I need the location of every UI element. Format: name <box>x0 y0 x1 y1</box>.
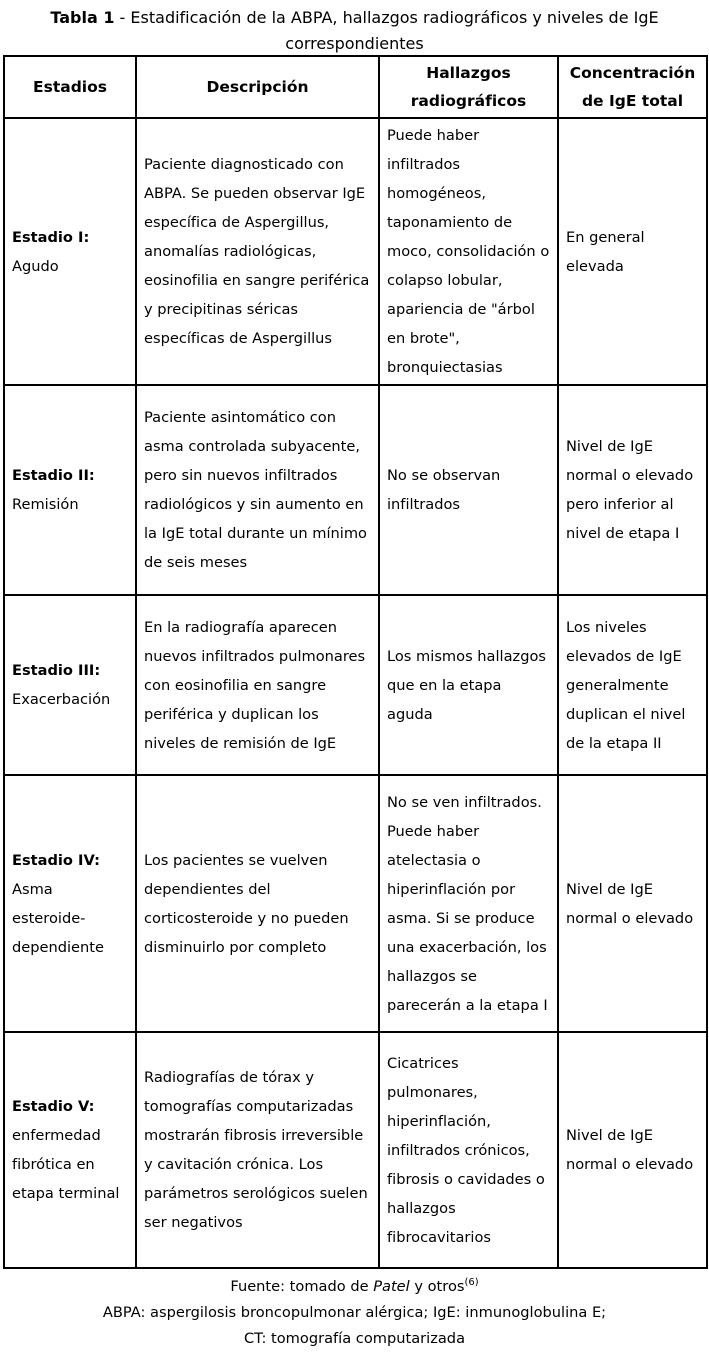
findings-cell: Los mismos hallazgos que en la etapa aguda <box>379 595 558 775</box>
stage-label: Estadio III: <box>12 662 101 679</box>
caption-line-2: correspondientes <box>285 34 424 53</box>
description-cell: Radiografías de tórax y tomografías computarizadas mostrarán fibrosis irreversible y cavitación crónica. Los parámetros serológicos suelen ser negativos <box>136 1032 379 1268</box>
caption-line-1 <box>0 5 709 31</box>
ige-cell: Los niveles elevados de IgE generalmente duplican el nivel de la etapa II <box>558 595 707 775</box>
ige-cell: Nivel de IgE normal o elevado pero inferior al nivel de etapa I <box>558 385 707 595</box>
table-row <box>4 775 707 1032</box>
description-cell: En la radiografía aparecen nuevos infiltrados pulmonares con eosinofilia en sangre periférica y duplican los niveles de remisión de IgE <box>136 595 379 775</box>
abbreviations-line-2: CT: tomografía computarizada <box>243 1330 466 1347</box>
source-line <box>0 1274 709 1300</box>
ige-cell: En general elevada <box>558 118 707 385</box>
ige-cell: Nivel de IgE normal o elevado <box>558 775 707 1032</box>
table-row <box>4 385 707 595</box>
stage-cell <box>4 118 136 385</box>
source-prefix: Fuente: tomado de <box>230 1278 374 1295</box>
caption-text: - Estadificación de la ABPA, hallazgos radiográficos y niveles de IgE <box>114 8 659 27</box>
findings-cell: No se observan infiltrados <box>379 385 558 595</box>
description-cell: Los pacientes se vuelven dependientes del corticosteroide y no pueden disminuirlo por completo <box>136 775 379 1032</box>
findings-cell: No se ven infiltrados. Puede haber atelectasia o hiperinflación por asma. Si se produce una exacerbación, los hallazgos se parecerán a la etapa I <box>379 775 558 1032</box>
stage-detail: Exacerbación <box>12 691 111 708</box>
source-suffix: y otros <box>409 1278 465 1295</box>
header-row <box>4 56 707 118</box>
stage-detail: Remisión <box>12 496 79 513</box>
description-cell: Paciente asintomático con asma controlada subyacente, pero sin nuevos infiltrados radiológicos y sin aumento en la IgE total durante un mínimo de seis meses <box>136 385 379 595</box>
table-caption <box>0 0 709 55</box>
abpa-staging-table <box>3 55 708 1269</box>
stage-label: Estadio II: <box>12 467 95 484</box>
table-footnotes <box>0 1269 709 1352</box>
table-row <box>4 118 707 385</box>
header-cell-estadios: Estadios <box>4 56 136 118</box>
table-row <box>4 1032 707 1268</box>
stage-cell <box>4 595 136 775</box>
stage-label: Estadio V: <box>12 1098 95 1115</box>
stage-detail: Agudo <box>12 257 59 275</box>
ige-cell: Nivel de IgE normal o elevado <box>558 1032 707 1268</box>
stage-label: Estadio I: <box>12 228 90 246</box>
caption-table-number: Tabla 1 <box>50 8 115 27</box>
source-author: Patel <box>373 1278 410 1295</box>
findings-cell: Cicatrices pulmonares, hiperinflación, infiltrados crónicos, fibrosis o cavidades o hallazgos fibrocavitarios <box>379 1032 558 1268</box>
header-cell-hallazgos: Hallazgos radiográficos <box>379 56 558 118</box>
header-cell-descripcion: Descripción <box>136 56 379 118</box>
stage-label: Estadio IV: <box>12 851 100 869</box>
stage-detail: Asma esteroide-dependiente <box>12 880 104 956</box>
header-cell-ige: Concentración de IgE total <box>558 56 707 118</box>
stage-cell <box>4 385 136 595</box>
stage-cell <box>4 1032 136 1268</box>
reference-marker: (6) <box>464 1277 479 1289</box>
stage-cell <box>4 775 136 1032</box>
stage-detail: enfermedad fibrótica en etapa terminal <box>12 1127 120 1202</box>
description-cell: Paciente diagnosticado con ABPA. Se pueden observar IgE específica de Aspergillus, anomalías radiológicas, eosinofilia en sangre periférica y precipitinas séricas específicas de Aspergillus <box>136 118 379 385</box>
findings-cell: Puede haber infiltrados homogéneos, taponamiento de moco, consolidación o colapso lobular, apariencia de "árbol en brote", bronquiectasias <box>379 118 558 385</box>
table-row <box>4 595 707 775</box>
abbreviations-line-1: ABPA: aspergilosis broncopulmonar alérgica; IgE: inmunoglobulina E; <box>102 1304 607 1321</box>
